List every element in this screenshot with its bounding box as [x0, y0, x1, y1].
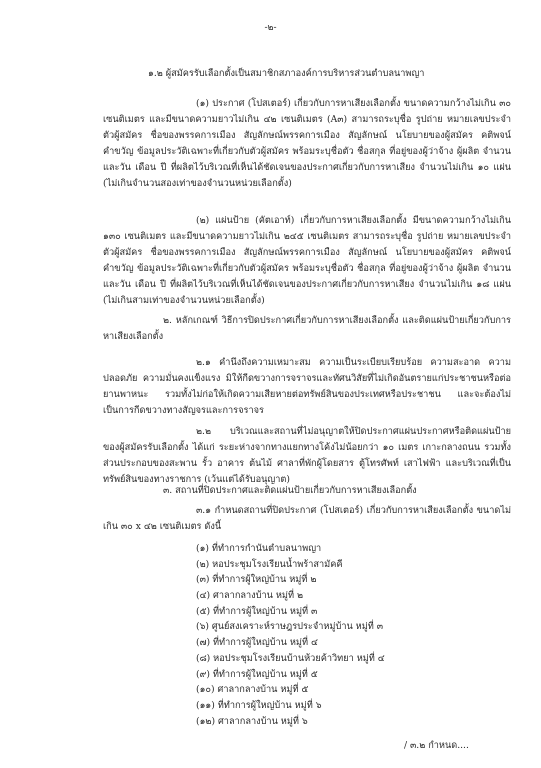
continuation-footer: / ๓.๒ กำหนด.... [404, 740, 469, 751]
poster-location-list [196, 541, 385, 729]
page-number: -๒- [264, 23, 277, 33]
list-item: (๕) ที่ทำการผู้ใหญ่บ้าน หมู่ที่ ๓ [196, 605, 318, 617]
list-item: (๘) หอประชุมโรงเรียนบ้านห้วยค้าวิทยา หมู่ที่ ๔ [196, 652, 385, 664]
list-item: (๓) ที่ทำการผู้ใหญ่บ้าน หมู่ที่ ๒ [196, 574, 317, 586]
paragraph-1-2-2: (๒) แผ่นป้าย (คัตเอาท์) เกี่ยวกับการหาเสียงเลือกตั้ง มีขนาดความกว้างไม่เกิน ๑๓๐ เซนติเมตร และมีขนาดความยาวไม่เกิน ๒๔๕ เซนติเมตร สามารถระบุชื่อ รูปถ่าย หมายเลขประจำตัวผู้สมัคร ชื่อของพรรคการเมือง สัญลักษณ์พรรคการเมือง สัญลักษณ์ นโยบายของผู้สมัคร คติพจน์ คำขวัญ ข้อมูลประวัติเฉพาะที่เกี่ยวกับตัวผู้สมัคร พร้อมระบุชื่อตัว ชื่อสกุล ที่อยู่ของผู้ว่าจ้าง ผู้ผลิต จำนวน และวัน เดือน ปี ที่ผลิตไว้บริเวณที่เห็นได้ชัดเจนของประกาศเกี่ยวกับการหาเสียง จำนวนไม่เกิน ๑๘ แผ่น (ไม่เกินสามเท่าของจำนวนหน่วยเลือกตั้ง) [103, 215, 511, 306]
list-item: (๑) ที่ทำการกำนันตำบลนาพญา [196, 543, 322, 554]
heading-2: ๒. หลักเกณฑ์ วิธีการปิดประกาศเกี่ยวกับการหาเสียงเลือกตั้ง และติดแผ่นป้ายเกี่ยวกับการหาเสียงเลือกตั้ง [103, 315, 511, 342]
paragraph-3-1: ๓.๑ กำหนดสถานที่ปิดประกาศ (โปสเตอร์) เกี่ยวกับการหาเสียงเลือกตั้ง ขนาดไม่เกิน ๓๐ x ๔๒ เซนติเมตร ดังนี้ [103, 505, 511, 532]
list-item: (๑๑) ที่ทำการผู้ใหญ่บ้าน หมู่ที่ ๖ [196, 699, 322, 711]
list-item: (๒) หอประชุมโรงเรียนน้ำพร้าสามัคคี [196, 558, 343, 570]
list-item: (๑๐) ศาลากลางบ้าน หมู่ที่ ๕ [196, 684, 309, 696]
list-item: (๖) ศูนย์สงเคราะห์ราษฎรประจำหมู่บ้าน หมู่ที่ ๓ [196, 621, 384, 633]
paragraph-2-2: ๒.๒ บริเวณและสถานที่ไม่อนุญาตให้ปิดประกาศแผ่นประกาศหรือติดแผ่นป้ายของผู้สมัครรับเลือกตั้ง ได้แก่ ระยะห่างจากทางแยกทางโค้งไม่น้อยกว่า ๑๐ เมตร เกาะกลางถนน รวมทั้งส่วนประกอบของสะพาน รั้ว อาคาร ต้นไม้ ศาลาที่พักผู้โดยสาร ตู้โทรศัพท์ เสาไฟฟ้า และบริเวณที่เป็นทรัพย์สินของทางราชการ (เว้นแต่ได้รับอนุญาต) [103, 426, 511, 485]
paragraph-1-2-1: (๑) ประกาศ (โปสเตอร์) เกี่ยวกับการหาเสียงเลือกตั้ง ขนาดความกว้างไม่เกิน ๓๐ เซนติเมตร และมีขนาดความยาวไม่เกิน ๔๒ เซนติเมตร (A๓) สามารถระบุชื่อ รูปถ่าย หมายเลขประจำตัวผู้สมัคร ชื่อของพรรคการเมือง สัญลักษณ์พรรคการเมือง สัญลักษณ์ นโยบายของผู้สมัคร คติพจน์ คำขวัญ ข้อมูลประวัติเฉพาะที่เกี่ยวกับตัวผู้สมัคร พร้อมระบุชื่อตัว ชื่อสกุล ที่อยู่ของผู้ว่าจ้าง ผู้ผลิต จำนวน และวัน เดือน ปี ที่ผลิตไว้บริเวณที่เห็นได้ชัดเจนของประกาศเกี่ยวกับการหาเสียง จำนวนไม่เกิน ๑๐ แผ่น (ไม่เกินจำนวนสองเท่าของจำนวนหน่วยเลือกตั้ง) [103, 98, 511, 189]
list-item: (๑๒) ศาลากลางบ้าน หมู่ที่ ๖ [196, 715, 308, 727]
heading-1-2: ๑.๒ ผู้สมัครรับเลือกตั้งเป็นสมาชิกสภาองค์การบริหารส่วนตำบลนาพญา [148, 68, 425, 79]
list-item: (๔) ศาลากลางบ้าน หมู่ที่ ๒ [196, 590, 303, 602]
heading-3: ๓. สถานที่ปิดประกาศและติดแผ่นป้ายเกี่ยวกับการหาเสียงเลือกตั้ง [163, 485, 417, 496]
list-item: (๙) ที่ทำการผู้ใหญ่บ้าน หมู่ที่ ๕ [196, 668, 318, 680]
list-item: (๗) ที่ทำการผู้ใหญ่บ้าน หมู่ที่ ๔ [196, 637, 318, 649]
paragraph-2-1: ๒.๑ คำนึงถึงความเหมาะสม ความเป็นระเบียบเรียบร้อย ความสะอาด ความปลอดภัย ความมั่นคงแข็งแรง มิให้กีดขวางการจราจรและทัศนวิสัยที่ไม่เกิดอันตรายแก่ประชาชนหรือต่อยานพาหนะ รวมทั้งไม่ก่อให้เกิดความเสียหายต่อทรัพย์สินของประเทศหรือประชาชน และจะต้องไม่เป็นการกีดขวางทางสัญจรและการจราจร [103, 357, 511, 416]
